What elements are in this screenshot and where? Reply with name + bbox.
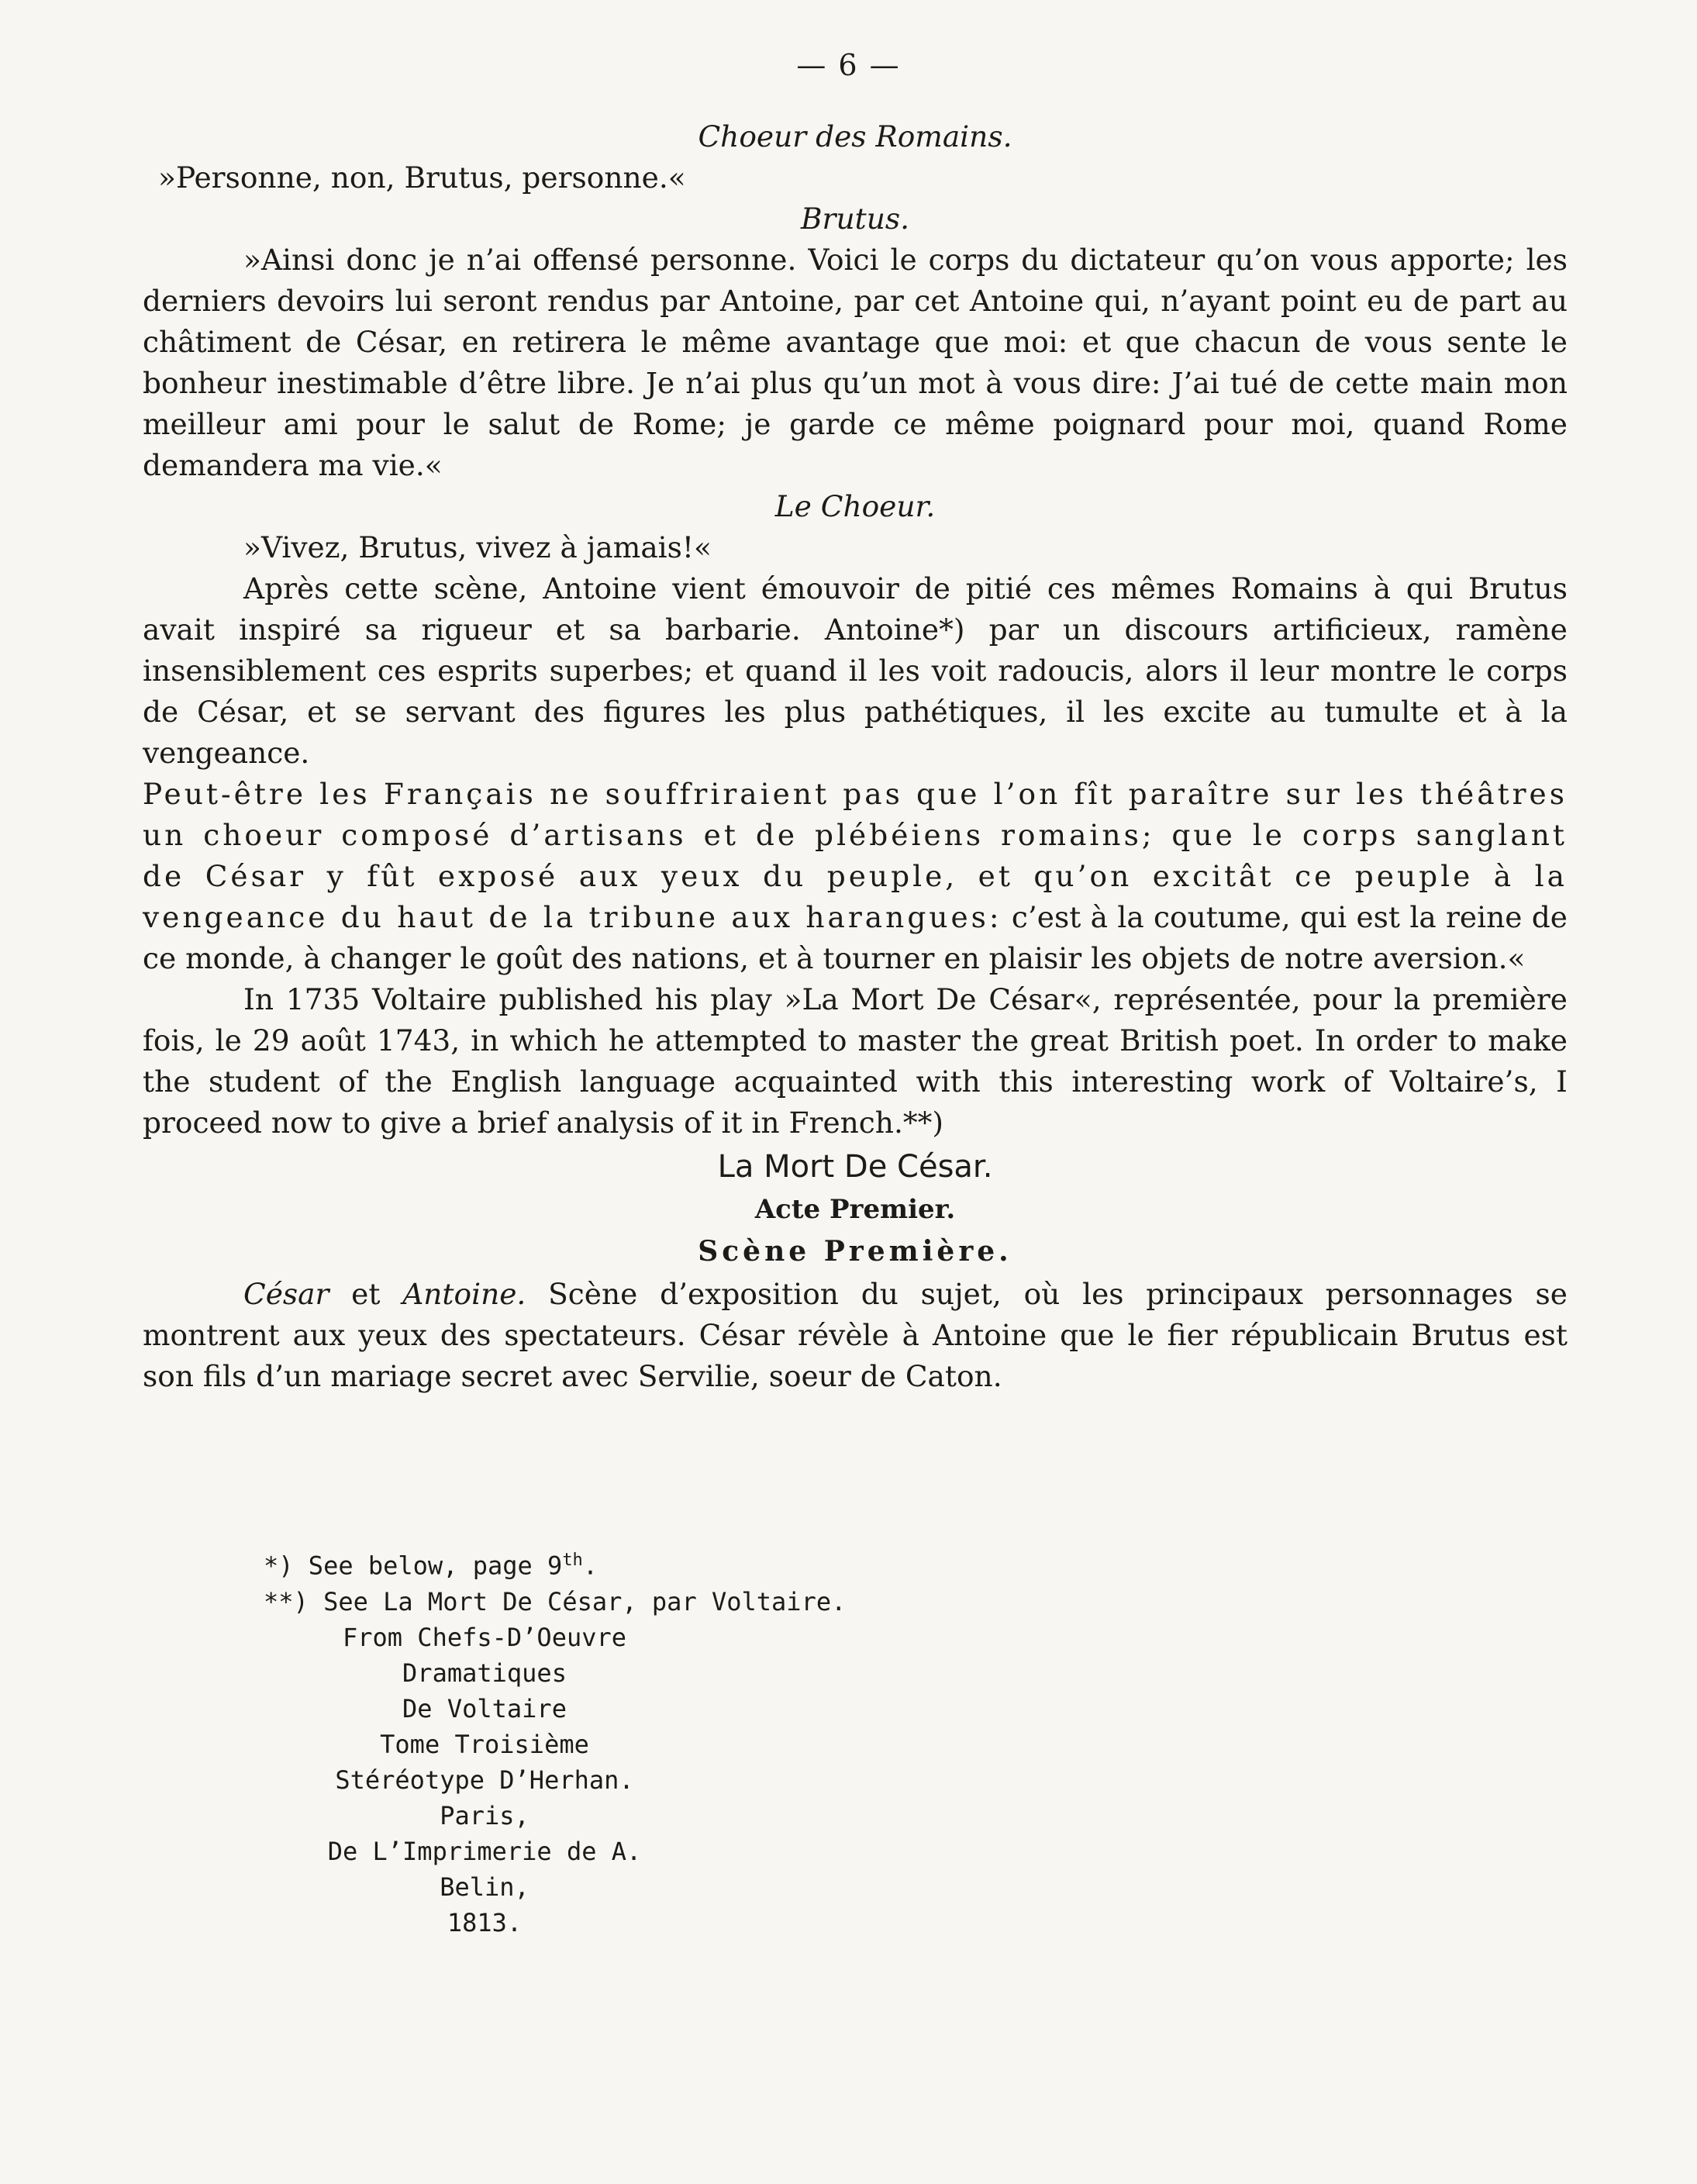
source-line: De L’Imprimerie de A. Belin, xyxy=(327,1836,642,1902)
main-text xyxy=(143,116,1568,1397)
paragraph: In 1735 Voltaire published his play »La Mort De César«, représentée, pour la première fois, le 29 août 1743, in which he attempted to master the great British poet. In order to make the student of the English language acquainted with this interesting work of Voltaire’s, I proceed now to give a brief analysis of it in French.**) xyxy=(143,982,1568,1140)
footnote-superscript: th xyxy=(562,1551,583,1570)
source-line: Tome Troisième xyxy=(380,1729,589,1759)
scene-heading: Scène Première. xyxy=(698,1235,1012,1268)
footnotes xyxy=(264,1543,961,1941)
speaker-heading: Choeur des Romains. xyxy=(698,119,1012,154)
dialogue-line: »Vivez, Brutus, vivez à jamais!« xyxy=(243,530,712,564)
act-heading: Acte Premier. xyxy=(754,1194,956,1225)
scene-summary-text: Scène d’exposition du sujet, où les principaux personnages se montrent aux yeux des spectateurs. César révèle à Antoine que le fier républicain Brutus est son fils d’un mariage secret avec Servilie, soeur de Caton. xyxy=(143,1277,1568,1393)
paragraph-spaced xyxy=(143,774,1568,979)
source-line: 1813. xyxy=(447,1907,523,1937)
play-title: La Mort De César. xyxy=(717,1149,993,1185)
source-citation xyxy=(302,1620,667,1941)
footnote-1 xyxy=(264,1543,961,1584)
conjunction: et xyxy=(329,1277,403,1311)
page-number: — 6 — xyxy=(796,48,901,82)
speaker-heading: Brutus. xyxy=(800,202,910,236)
source-line: Stéréotype D’Herhan. xyxy=(335,1765,634,1795)
source-line: Paris, xyxy=(440,1800,529,1830)
paragraph: »Ainsi donc je n’ai offensé personne. Voici le corps du dictateur qu’on vous apporte; les derniers devoirs lui seront rendus par Antoine, par cet Antoine qui, n’ayant point eu de part au châtiment de César, en retirera le même avantage que moi: et que chacun de vous sente le bonheur inestimable d’être libre. Je n’ai plus qu’un mot à vous dire: J’ai tué de cette main mon meilleur ami pour le salut de Rome; je garde ce même poignard pour moi, quand Rome demandera ma vie.« xyxy=(143,243,1568,482)
source-line: Dramatiques xyxy=(402,1658,567,1688)
source-line: De Voltaire xyxy=(402,1693,567,1723)
dialogue-line: »Personne, non, Brutus, personne.« xyxy=(158,160,686,195)
paragraph-continuation: c’est à la coutume, qui est la reine de ce monde, à changer le goût des nations, et à tourner en plaisir les objets de notre aversion.« xyxy=(143,900,1568,975)
scene-summary xyxy=(143,1274,1568,1397)
character-name: Antoine. xyxy=(402,1277,526,1311)
paragraph: Après cette scène, Antoine vient émouvoir de pitié ces mêmes Romains à qui Brutus avait inspiré sa rigueur et sa barbarie. Antoine*) par un discours artificieux, ramène insensiblement ces esprits superbes; et quand il les voit radoucis, alors il leur montre le corps de César, et se servant des figures les plus pathétiques, il les excite au tumulte et à la vengeance. xyxy=(143,571,1568,770)
character-name: César xyxy=(243,1277,329,1311)
footnote-text: *) See below, page 9 xyxy=(264,1551,563,1581)
speaker-heading: Le Choeur. xyxy=(774,489,936,523)
footnote-2: **) See La Mort De César, par Voltaire. xyxy=(264,1586,847,1616)
source-line: From Chefs-D’Oeuvre xyxy=(342,1622,627,1652)
footnote-period: . xyxy=(582,1551,598,1581)
spaced-text: Peut-être les Français ne souffriraient pas que l’on fît paraître sur les théâtres un choeur composé d’artisans et de plébéiens romains; que le corps sanglant de César y fût exposé aux yeux du peuple, et qu’on excitât ce peuple à la vengeance du haut de la tribune aux harangues: xyxy=(143,777,1568,934)
